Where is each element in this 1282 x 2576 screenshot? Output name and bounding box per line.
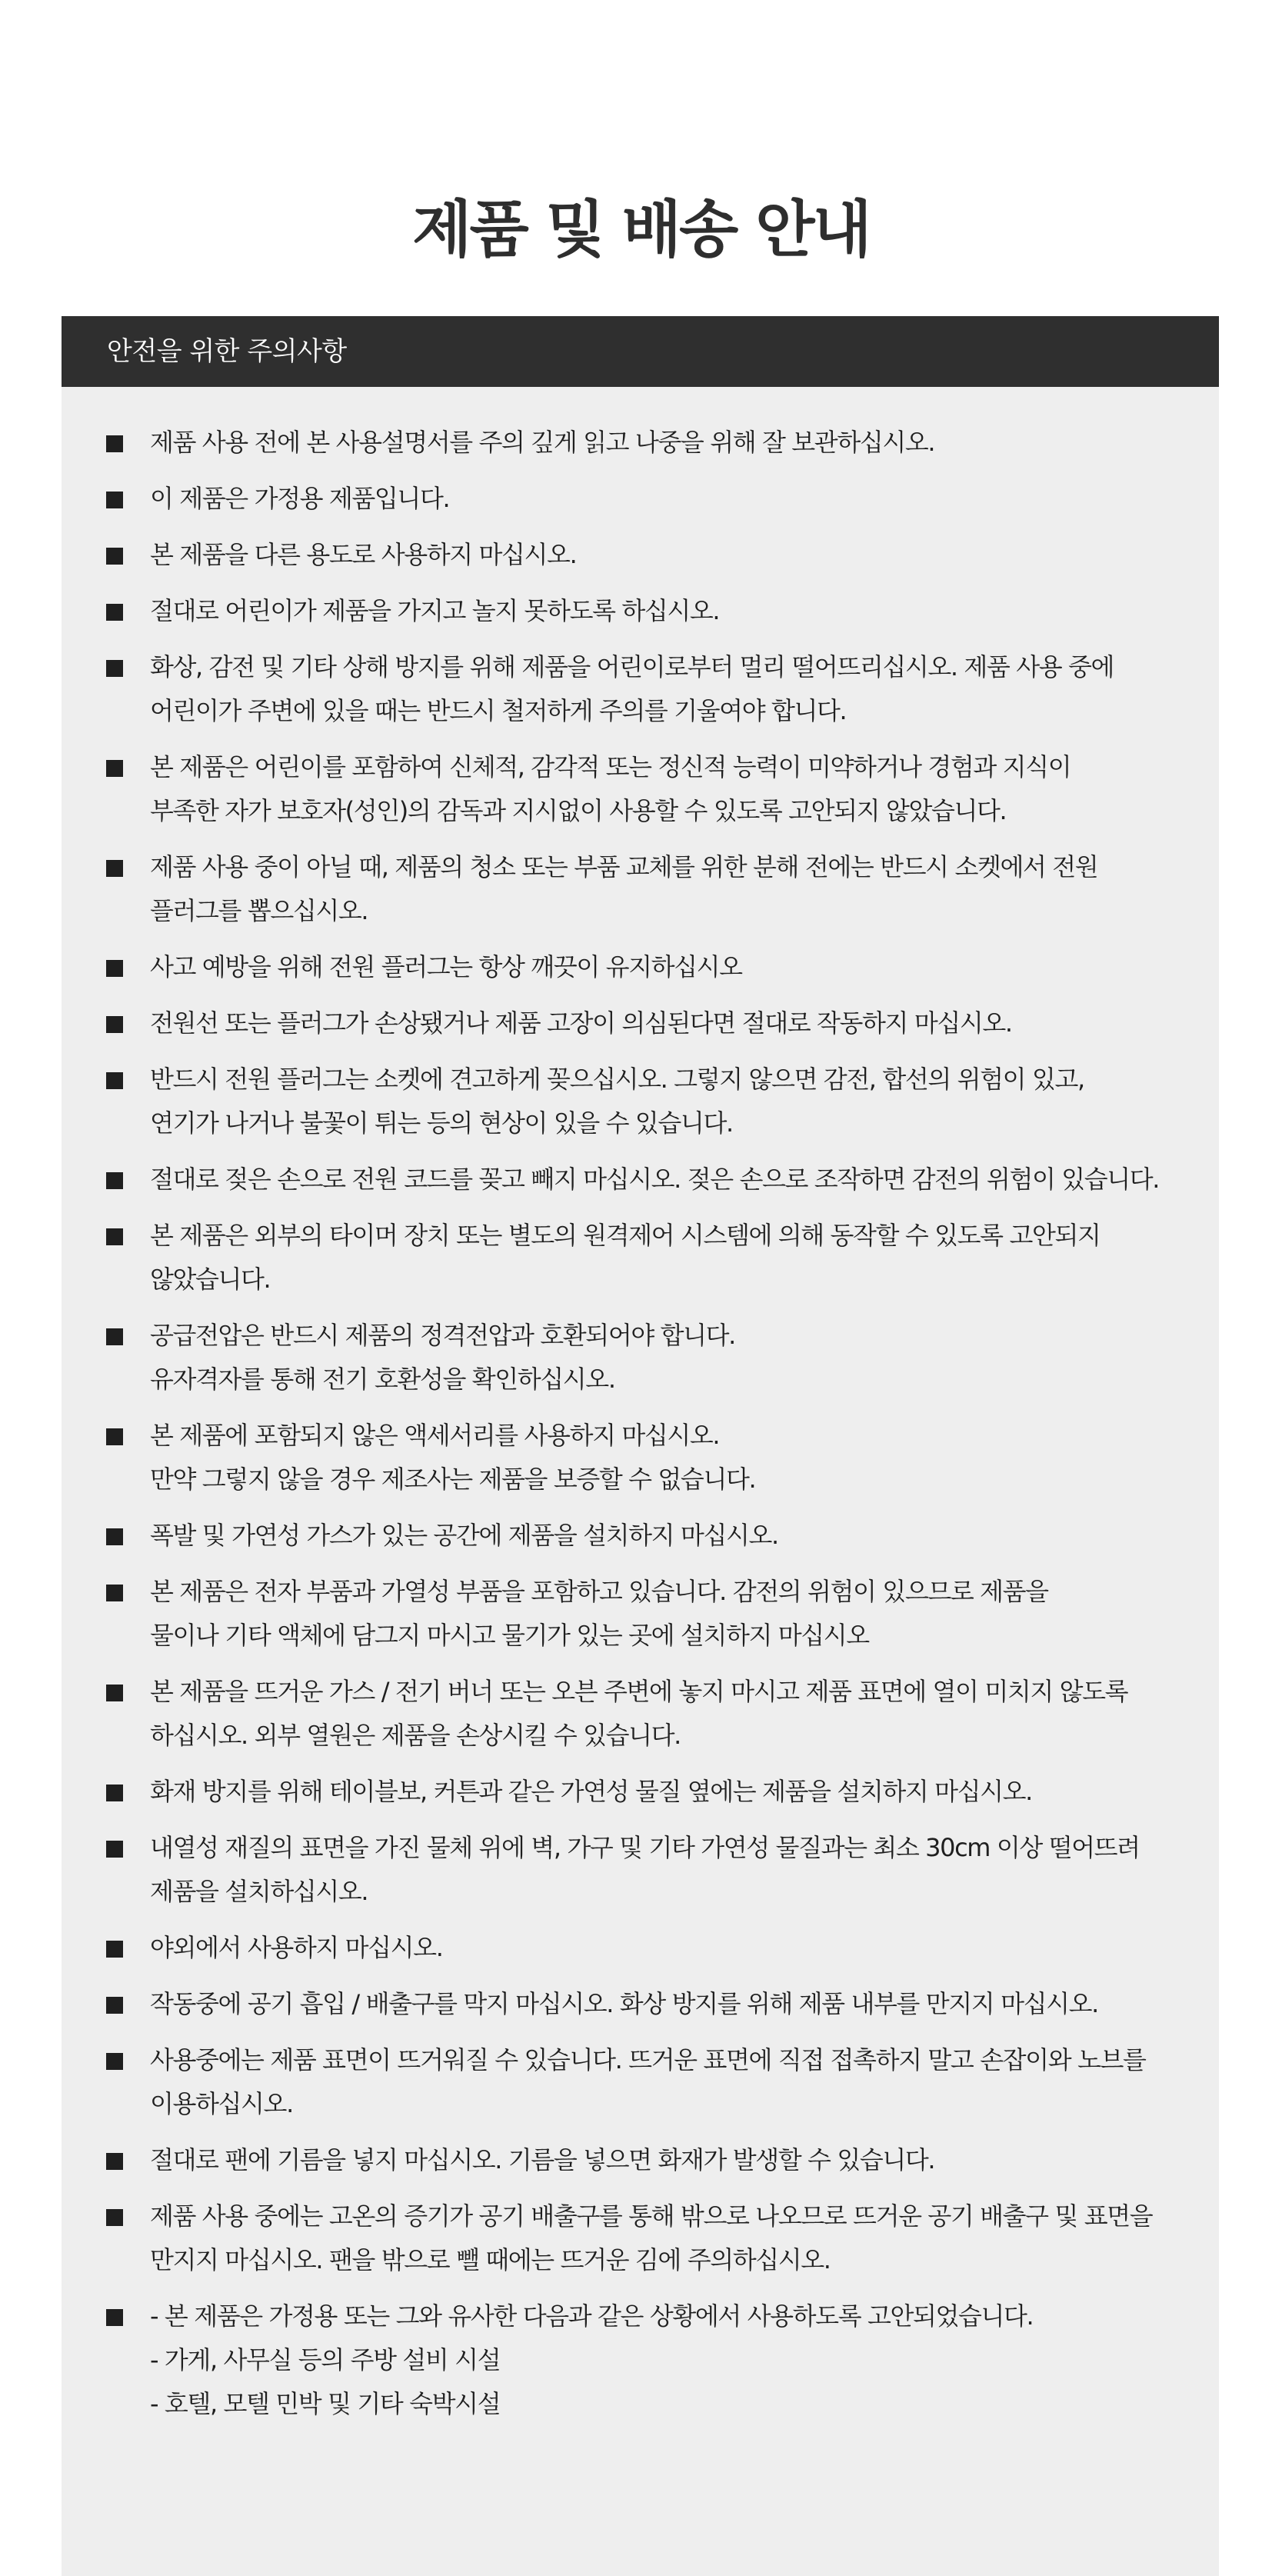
notice-text-line: 야외에서 사용하지 마십시오. [150, 1933, 443, 1962]
notice-text-line: 화상, 감전 및 기타 상해 방지를 위해 제품을 어린이로부터 멀리 떨어뜨리십시오. 제품 사용 중에 [150, 652, 1114, 681]
square-bullet-icon [106, 960, 123, 977]
list-item [62, 745, 1219, 833]
list-item [62, 1670, 1219, 1758]
notice-text-line: 유자격자를 통해 전기 호환성을 확인하십시오. [150, 1365, 615, 1394]
list-item [62, 1314, 1219, 1401]
square-bullet-icon [106, 2053, 123, 2070]
safety-notice-list [62, 387, 1219, 2426]
list-item [62, 2194, 1219, 2282]
notice-text-line: 플러그를 뽑으십시오. [150, 896, 368, 925]
square-bullet-icon [106, 1997, 123, 2014]
list-item [62, 1826, 1219, 1914]
square-bullet-icon [106, 1228, 123, 1245]
list-item [62, 1058, 1219, 1145]
square-bullet-icon [106, 2153, 123, 2170]
notice-text-line: 제품을 설치하십시오. [150, 1877, 368, 1906]
notice-text-line: 하십시오. 외부 열원은 제품을 손상시킬 수 있습니다. [150, 1721, 681, 1750]
square-bullet-icon [106, 1528, 123, 1545]
notice-text-line: 제품 사용 중에는 고온의 증기가 공기 배출구를 통해 밖으로 나오므로 뜨거운 공기 배출구 및 표면을 [150, 2201, 1153, 2231]
notice-text-line: 물이나 기타 액체에 담그지 마시고 물기가 있는 곳에 설치하지 마십시오 [150, 1621, 869, 1650]
square-bullet-icon [106, 1328, 123, 1345]
notice-text-line: 어린이가 주변에 있을 때는 반드시 철저하게 주의를 기울여야 합니다. [150, 696, 847, 725]
square-bullet-icon [106, 1785, 123, 1801]
list-item [62, 1158, 1219, 1201]
list-item [62, 1770, 1219, 1814]
notice-text-line: 만지지 마십시오. 팬을 밖으로 뺄 때에는 뜨거운 김에 주의하십시오. [150, 2245, 831, 2274]
square-bullet-icon [106, 2309, 123, 2326]
notice-text-line: 본 제품은 어린이를 포함하여 신체적, 감각적 또는 정신적 능력이 미약하거나 경험과 지식이 [150, 752, 1071, 781]
square-bullet-icon [106, 1685, 123, 1701]
square-bullet-icon [106, 1941, 123, 1958]
list-item [62, 533, 1219, 577]
notice-text-line: 화재 방지를 위해 테이블보, 커튼과 같은 가연성 물질 옆에는 제품을 설치하지 마십시오. [150, 1777, 1032, 1806]
square-bullet-icon [106, 1428, 123, 1445]
notice-text-line: 본 제품을 뜨거운 가스 / 전기 버너 또는 오븐 주변에 놓지 마시고 제품 표면에 열이 미치지 않도록 [150, 1677, 1128, 1706]
notice-text-line: 공급전압은 반드시 제품의 정격전압과 호환되어야 합니다. [150, 1321, 735, 1350]
safety-notice-section [62, 316, 1219, 2576]
notice-text-line: 사용중에는 제품 표면이 뜨거워질 수 있습니다. 뜨거운 표면에 직접 접촉하지 말고 손잡이와 노브를 [150, 2045, 1146, 2074]
square-bullet-icon [106, 1016, 123, 1033]
list-item [62, 845, 1219, 933]
list-item [62, 2294, 1219, 2426]
square-bullet-icon [106, 860, 123, 877]
notice-text-line: 폭발 및 가연성 가스가 있는 공간에 제품을 설치하지 마십시오. [150, 1521, 778, 1550]
list-item [62, 1414, 1219, 1501]
notice-text-line: 절대로 어린이가 제품을 가지고 놀지 못하도록 하십시오. [150, 596, 720, 625]
square-bullet-icon [106, 1072, 123, 1089]
list-item [62, 1926, 1219, 1970]
notice-text-line: 만약 그렇지 않을 경우 제조사는 제품을 보증할 수 없습니다. [150, 1465, 756, 1494]
list-item [62, 1514, 1219, 1558]
square-bullet-icon [106, 1172, 123, 1189]
list-item [62, 421, 1219, 465]
list-item [62, 1570, 1219, 1658]
list-item [62, 1001, 1219, 1045]
square-bullet-icon [106, 1841, 123, 1858]
notice-text-line: 않았습니다. [150, 1265, 271, 1294]
notice-text-line: 이용하십시오. [150, 2089, 293, 2118]
square-bullet-icon [106, 492, 123, 508]
list-item [62, 645, 1219, 733]
section-header: 안전을 위한 주의사항 [62, 316, 1219, 387]
list-item [62, 2038, 1219, 2126]
notice-text-line: 작동중에 공기 흡입 / 배출구를 막지 마십시오. 화상 방지를 위해 제품 내부를 만지지 마십시오. [150, 1989, 1098, 2018]
notice-text-line: - 가게, 사무실 등의 주방 설비 시설 [150, 2345, 501, 2374]
square-bullet-icon [106, 435, 123, 452]
notice-text-line: 제품 사용 중이 아닐 때, 제품의 청소 또는 부품 교체를 위한 분해 전에는 반드시 소켓에서 전원 [150, 852, 1098, 881]
square-bullet-icon [106, 760, 123, 777]
list-item [62, 1982, 1219, 2026]
notice-text-line: 내열성 재질의 표면을 가진 물체 위에 벽, 가구 및 기타 가연성 물질과는 최소 30cm 이상 떨어뜨려 [150, 1833, 1140, 1862]
notice-text-line: 본 제품에 포함되지 않은 액세서리를 사용하지 마십시오. [150, 1421, 720, 1450]
list-item [62, 945, 1219, 989]
notice-text-line: 본 제품을 다른 용도로 사용하지 마십시오. [150, 540, 577, 569]
notice-text-line: 이 제품은 가정용 제품입니다. [150, 484, 450, 513]
notice-text-line: 반드시 전원 플러그는 소켓에 견고하게 꽂으십시오. 그렇지 않으면 감전, 합선의 위험이 있고, [150, 1065, 1084, 1094]
square-bullet-icon [106, 548, 123, 565]
notice-text-line: 전원선 또는 플러그가 손상됐거나 제품 고장이 의심된다면 절대로 작동하지 마십시오. [150, 1008, 1012, 1038]
square-bullet-icon [106, 2209, 123, 2226]
notice-text-line: 절대로 팬에 기름을 넣지 마십시오. 기름을 넣으면 화재가 발생할 수 있습니다. [150, 2145, 935, 2174]
notice-text-line: - 호텔, 모텔 민박 및 기타 숙박시설 [150, 2389, 501, 2418]
page-title: 제품 및 배송 안내 [412, 193, 870, 265]
notice-text-line: 본 제품은 전자 부품과 가열성 부품을 포함하고 있습니다. 감전의 위험이 있으므로 제품을 [150, 1577, 1048, 1606]
notice-text-line: 부족한 자가 보호자(성인)의 감독과 지시없이 사용할 수 있도록 고안되지 않았습니다. [150, 796, 1007, 825]
square-bullet-icon [106, 660, 123, 677]
list-item [62, 2138, 1219, 2182]
list-item [62, 589, 1219, 633]
notice-text-line: 절대로 젖은 손으로 전원 코드를 꽂고 빼지 마십시오. 젖은 손으로 조작하면 감전의 위험이 있습니다. [150, 1165, 1160, 1194]
list-item [62, 1214, 1219, 1301]
square-bullet-icon [106, 604, 123, 621]
list-item [62, 477, 1219, 521]
notice-text-line: 제품 사용 전에 본 사용설명서를 주의 깊게 읽고 나중을 위해 잘 보관하십시오. [150, 428, 935, 457]
notice-text-line: 연기가 나거나 불꽃이 튀는 등의 현상이 있을 수 있습니다. [150, 1108, 733, 1138]
notice-text-line: - 본 제품은 가정용 또는 그와 유사한 다음과 같은 상황에서 사용하도록 고안되었습니다. [150, 2301, 1034, 2331]
notice-text-line: 사고 예방을 위해 전원 플러그는 항상 깨끗이 유지하십시오 [150, 952, 742, 981]
square-bullet-icon [106, 1585, 123, 1601]
notice-text-line: 본 제품은 외부의 타이머 장치 또는 별도의 원격제어 시스템에 의해 동작할 수 있도록 고안되지 [150, 1221, 1101, 1250]
